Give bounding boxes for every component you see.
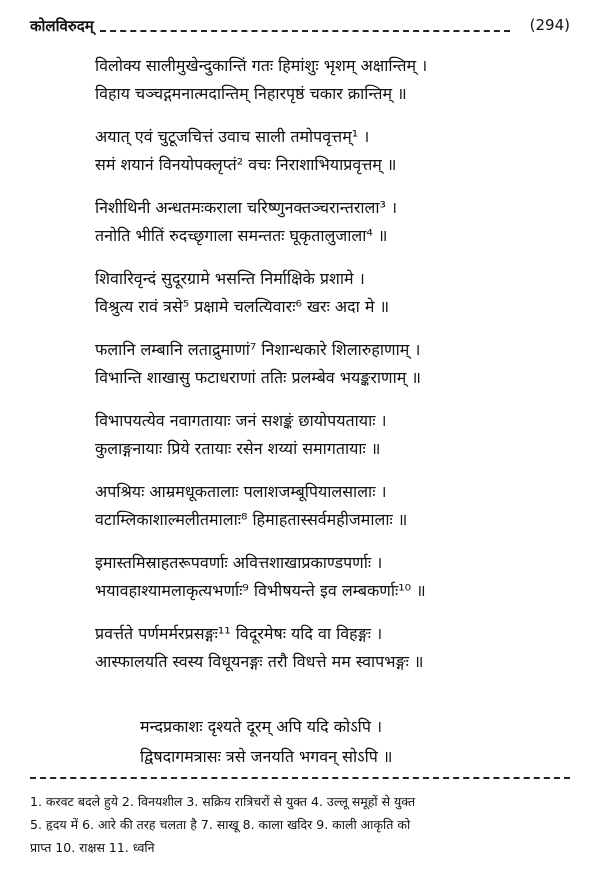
verse-line: द्विषदागमत्रासः त्रसे जनयति भगवन् सोऽपि ॥ bbox=[140, 747, 393, 766]
stanza bbox=[95, 194, 490, 250]
closing-verse bbox=[140, 712, 393, 772]
stanza bbox=[95, 265, 490, 321]
verse-line: अयात् एवं चुटूजचित्तं उवाच साली तमोपवृत्तम्¹ । bbox=[95, 127, 370, 146]
footnotes bbox=[30, 790, 575, 859]
footnote-divider bbox=[30, 777, 570, 779]
verse-line: फलानि लम्बानि लताद्रुमाणां⁷ निशान्धकारे शिलारुहाणाम् । bbox=[95, 340, 421, 359]
verse-block bbox=[95, 52, 490, 691]
header-divider bbox=[100, 30, 510, 32]
stanza bbox=[95, 123, 490, 179]
stanza bbox=[95, 478, 490, 534]
footnote-line: प्राप्त 10. राक्षस 11. ध्वनि bbox=[30, 840, 155, 855]
running-title: कोलविरुदम् bbox=[30, 17, 94, 35]
page-number: (294) bbox=[529, 16, 570, 34]
stanza bbox=[95, 407, 490, 463]
verse-line: अपश्रियः आम्रमधूकतालाः पलाशजम्बूपियालसालाः । bbox=[95, 482, 387, 501]
verse-line: शिवारिवृन्दं सुदूरग्रामे भसन्ति निर्माक्षिके प्रशामे । bbox=[95, 269, 365, 288]
verse-line: इमास्तमिस्राहतरूपवर्णाः अवित्तशाखाप्रकाण्डपर्णाः । bbox=[95, 553, 383, 572]
verse-line: वटाम्लिकाशाल्मलीतमालाः⁸ हिमाहतास्सर्वमहीजमालाः ॥ bbox=[95, 510, 408, 529]
verse-line: आस्फालयति स्वस्य विधूयनङ्गः तरौ विधत्ते मम स्वापभङ्गः ॥ bbox=[95, 652, 424, 671]
stanza bbox=[95, 549, 490, 605]
stanza bbox=[95, 52, 490, 108]
page-header bbox=[30, 16, 570, 42]
verse-line: तनोति भीतिं रुदच्छृगाला समन्ततः घूकृतालुजाला⁴ ॥ bbox=[95, 226, 388, 245]
verse-line: विश्रुत्य रावं त्रसे⁵ प्रक्षामे चलत्यिवारः⁶ खरः अदा मे ॥ bbox=[95, 297, 390, 316]
verse-line: निशीथिनी अन्धतमःकराला चरिष्णुनक्तञ्चरान्तराला³ । bbox=[95, 198, 398, 217]
verse-line: प्रवर्त्तते पर्णमर्मरप्रसङ्गः¹¹ विदूरमेषः यदि वा विहङ्गः । bbox=[95, 624, 383, 643]
footnote-line: 5. हृदय में 6. आरे की तरह चलता है 7. साखू 8. काला खदिर 9. काली आकृति को bbox=[30, 817, 411, 832]
stanza bbox=[95, 336, 490, 392]
verse-line: मन्दप्रकाशः दृश्यते दूरम् अपि यदि कोऽपि । bbox=[140, 717, 383, 736]
stanza bbox=[95, 620, 490, 676]
verse-line: विभान्ति शाखासु फटाधराणां ततिः प्रलम्बेव भयङ्कराणाम् ॥ bbox=[95, 368, 422, 387]
footnote-line: 1. करवट बदले हुये 2. विनयशील 3. सक्रिय रात्रिचरों से युक्त 4. उल्लू समूहों से युक्त bbox=[30, 794, 416, 809]
verse-line: विहाय चञ्चद्गमनात्मदान्तिम् निहारपृष्ठं चकार क्रान्तिम् ॥ bbox=[95, 84, 407, 103]
verse-line: समं शयानं विनयोपक्लृप्तं² वचः निराशाभियाप्रवृत्तम् ॥ bbox=[95, 155, 397, 174]
verse-line: विभापयत्येव नवागतायाः जनं सशङ्कं छायोपयतायाः । bbox=[95, 411, 387, 430]
verse-line: भयावहाश्यामलाकृत्यभर्णाः⁹ विभीषयन्ते इव लम्बकर्णाः¹⁰ ॥ bbox=[95, 581, 426, 600]
verse-line: विलोक्य सालीमुखेन्दुकान्तिं गतः हिमांशुः भृशम् अक्षान्तिम् । bbox=[95, 56, 428, 75]
verse-line: कुलाङ्गनायाः प्रिये रतायाः रसेन शय्यां समागतायाः ॥ bbox=[95, 439, 381, 458]
